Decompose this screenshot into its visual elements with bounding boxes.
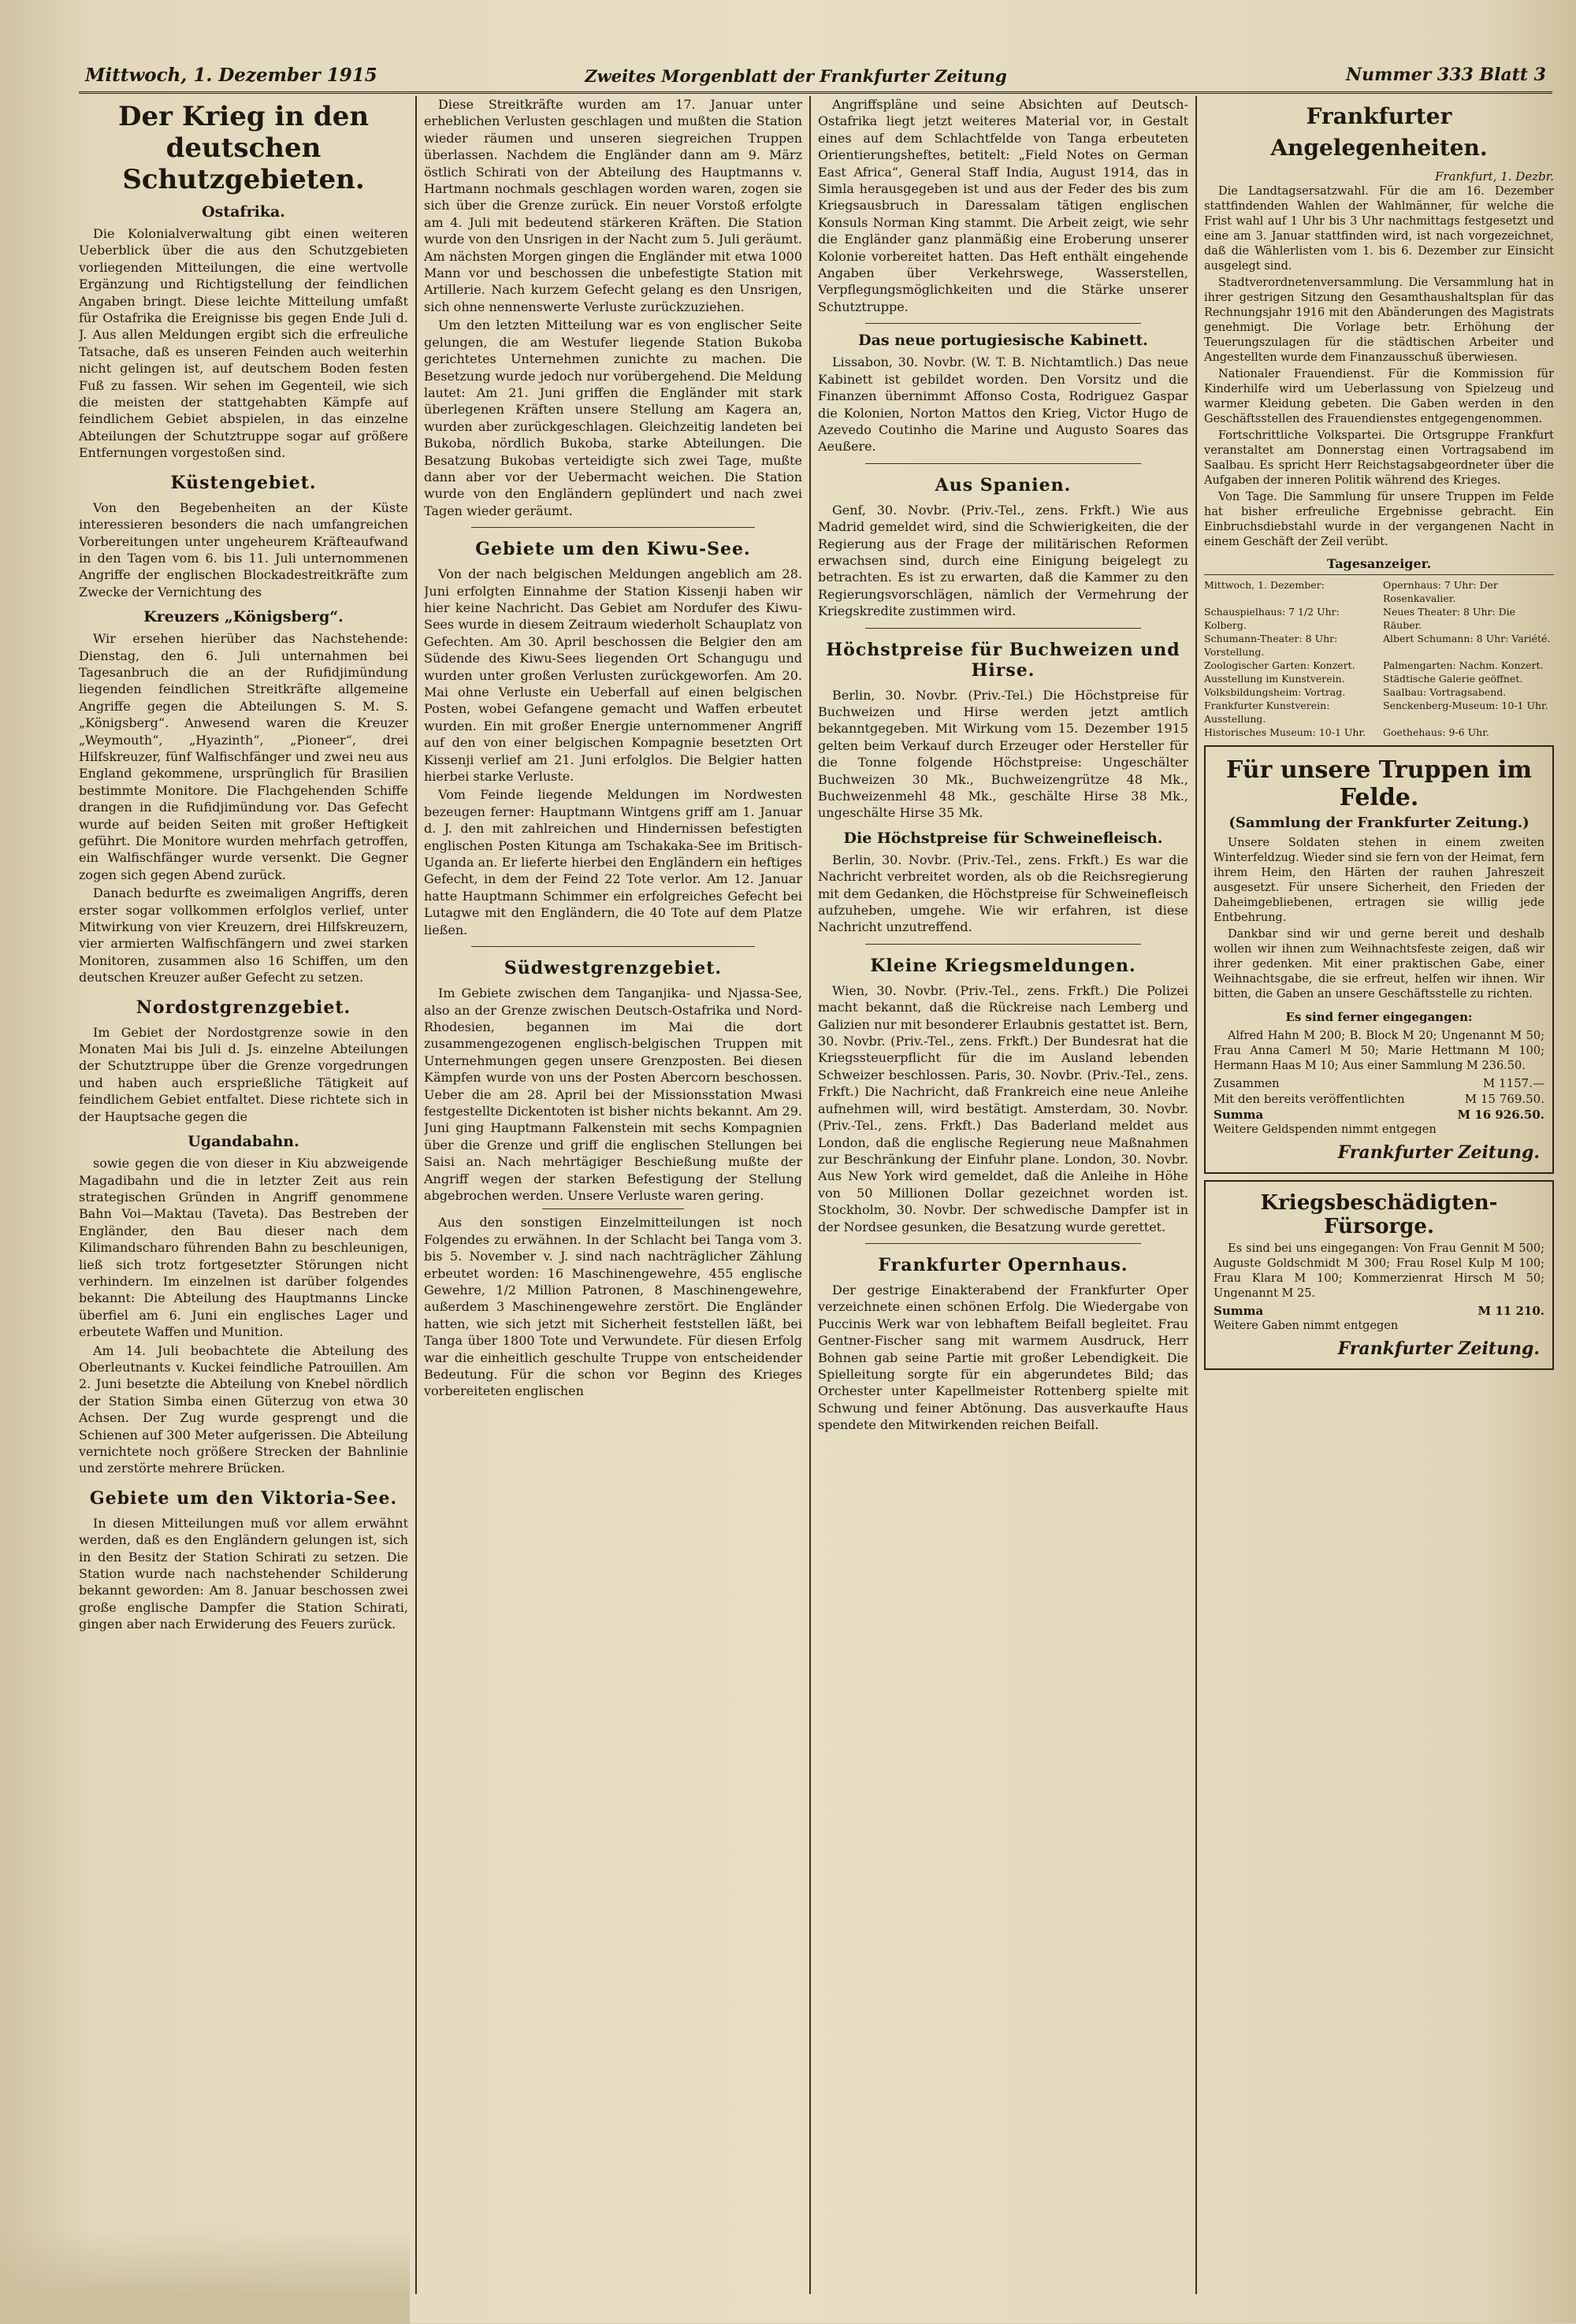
article-paragraph: Von Tage. Die Sammlung für unsere Truppen im Felde hat bisher erfreuliche Ergebnisse gebracht. Ein Einbruchsdiebstahl wurde in der vergangenen Nacht in einem Geschäft der Zeil verübt. — [1204, 491, 1554, 548]
article-paragraph: Die Kolonialverwaltung gibt einen weiteren Ueberblick über die aus den Schutzgebieten vorliegenden Mitteilungen, die eine wertvolle Ergänzung und Richtigstellung der feindlichen Angaben bringt. Diese leichte Mitteilung umfaßt für Ostafrika die Ereignisse bis gegen Ende Juli d. J. Aus allen Meldungen ergibt sich die erfreuliche Tatsache, daß es unseren Feinden auch weiterhin nicht gelingen ist, auf deutschem Boden festen Fuß zu fassen. Wir sehen im Gegenteil, wie sich die meisten der stattgehabten Kämpfe auf feindlichem Gebiet abspielen, in das einzelne Abteilungen der Schutztruppe sogar auf größere Entfernungen vorgestoßen sind. — [79, 226, 408, 461]
article-headline: Der Krieg in den deutschen Schutzgebieten. — [117, 101, 370, 195]
section-heading: Das neue portugiesische Kabinett. — [858, 332, 1148, 350]
separator — [865, 463, 1141, 464]
section-heading: Gebiete um den Kiwu-See. — [475, 539, 751, 560]
listing-item: Albert Schumann: 8 Uhr: Variété. — [1383, 633, 1551, 644]
article-paragraph: Wir ersehen hierüber das Nachstehende: Dienstag, den 6. Juli unternahmen bei Tagesanbruch die an der Rufidjimündung liegenden feindlichen Streitkräfte allgemeine Angriffe gegen die Abteilungen S. M. S. „Königsberg“. Anwesend waren die Kreuzer „Weymouth“, „Hyazinth“, „Pioneer“, drei Hilfskreuzer, fünf Walfischfänger und zwei neu aus England gekommene, ursprünglich für Brasilien bestimmte Monitore. Die Flachgehenden Schiffe drangen in die Rufidjimündung vor. Das Gefecht wurde auf beiden Seiten mit großer Heftigkeit geführt. Die Monitore wurden mehrfach getroffen, ein Walfischfänger wurde versenkt. Die Gegner zogen sich gegen Abend zurück. — [79, 631, 408, 882]
listing-item: Schumann-Theater: 8 Uhr: Vorstellung. — [1204, 633, 1338, 658]
article-paragraph: sowie gegen die von dieser in Kiu abzweigende Magadibahn und die in letzter Zeit aus rein strategischen Gründen in Angriff genommene Bahn Voi—Maktau (Taveta). Das Bestreben der Engländer, den Bau dieser nach dem Kilimandscharo führenden Bahn zu beschleunigen, ließ sich trotz fortgesetzter Störungen nicht verhindern. Im einzelnen ist darüber folgendes bekannt: Die Abteilung des Hauptmanns Lincke überfiel am 6. Juni ein englisches Lager und erbeutete Waffen und Munition. — [79, 1156, 408, 1340]
article-paragraph: Von den Begebenheiten an der Küste interessieren besonders die nach umfangreichen Vorbereitungen unter ungeheurem Kräfteaufwand in den Tagen vom 6. bis 11. Juli unternommenen Angriffe der englischen Blockadestreitkräfte zum Zwecke der Vernichtung des — [79, 499, 408, 600]
appeal-title: Kriegsbeschädigten-Fürsorge. — [1260, 1191, 1498, 1238]
section-heading: Frankfurter Opernhaus. — [878, 1254, 1128, 1275]
column-4 — [1204, 96, 1554, 2298]
listing-item: Palmengarten: Nachm. Konzert. — [1383, 659, 1544, 671]
column-rule — [415, 96, 417, 2294]
listing-item: Städtische Galerie geöffnet. — [1383, 673, 1523, 685]
column-rule — [809, 96, 811, 2294]
separator — [471, 527, 755, 528]
listing-item: Ausstellung im Kunstverein. — [1204, 673, 1345, 685]
section-heading: Kreuzers „Königsberg“. — [143, 608, 344, 626]
separator — [542, 1208, 684, 1209]
article-paragraph: Stadtverordnetenversammlung. Die Versammlung hat in ihrer gestrigen Sitzung den Gesamthaushaltsplan für das Rechnungsjahr 1916 mit den Abänderungen des Magistrats genehmigt. Die Vorlage betr. Erhöhung der Teuerungszulagen für die städtischen Arbeiter und Angestellten wurde dem Finanzausschuß überwiesen. — [1204, 277, 1554, 364]
separator — [865, 944, 1141, 945]
donation-list: Alfred Hahn M 200; B. Block M 20; Ungenannt M 50; Frau Anna Camerl M 50; Marie Hettmann M 100; Hermann Haas M 10; Aus einer Sammlung M 236.50. — [1214, 1030, 1544, 1072]
column-rule — [1195, 96, 1197, 2294]
column-1 — [79, 96, 408, 2298]
appeal-subtitle: (Sammlung der Frankfurter Zeitung.) — [1228, 815, 1530, 831]
article-paragraph: Danach bedurfte es zweimaligen Angriffs, deren erster sogar vollkommen erfolglos verlief, unter Mitwirkung von vier Kreuzern, drei Hilfskreuzern, vier armierten Walfischfängern und zwei starken Monitoren, zusammen also 16 Schiffen, um den deutschen Kreuzer außer Gefecht zu setzen. — [79, 885, 408, 986]
listing-item: Zoologischer Garten: Konzert. — [1204, 659, 1355, 671]
section-heading: Südwestgrenzgebiet. — [504, 958, 723, 979]
issue-number: Nummer 333 Blatt 3 — [1346, 65, 1546, 85]
signature: Frankfurter Zeitung. — [1337, 1142, 1540, 1163]
listing-item: Opernhaus: 7 Uhr: Der Rosenkavalier. — [1383, 579, 1498, 604]
listing-item: Senckenberg-Museum: 10-1 Uhr. — [1383, 700, 1548, 711]
article-paragraph: Um den letzten Mitteilung war es von englischer Seite gelungen, die am Westufer liegende Station Bukoba gerichtetes Unternehmen zunichte zu machen. Die Besetzung wurde jedoch nur vorübergehend. Die Meldung lautet: Am 21. Juni griffen die Engländer mit stark überlegenen Kräften unsere Stellung am Kagera an, wurden aber zurückgeschlagen. Gleichzeitig landeten bei Bukoba, nördlich Bukoba, starke Abteilungen. Die Besatzung Bukobas verteidigte sich zwei Tage, mußte dann aber vor der Uebermacht weichen. Die Station wurde von den Engländern geplündert und nach zwei Tagen wieder geräumt. — [424, 317, 802, 518]
closing-note: Weitere Geldspenden nimmt entgegen — [1214, 1123, 1437, 1136]
article-paragraph: Unsere Soldaten stehen in einem zweiten Winterfeldzug. Wieder sind sie fern von der Heimat, fern ihrem Heim, den Härten der rauhen Jahreszeit ausgesetzt. Für unsere Sicherheit, den Frieden der Daheimgebliebenen, ertragen sie willig jede Entbehrung. — [1214, 837, 1544, 924]
masthead — [79, 61, 1552, 94]
issue-date: Mittwoch, 1. Dezember 1915 — [85, 65, 377, 86]
listings-grid — [1204, 574, 1554, 739]
donation-appeal-box — [1204, 745, 1554, 1174]
sum-row: Summa M 11 210. — [1214, 1304, 1544, 1318]
article-paragraph: Genf, 30. Novbr. (Priv.-Tel., zens. Frkft.) Wie aus Madrid gemeldet wird, sind die Schwierigkeiten, die der Regierung aus der Frage der militärischen Reformen erwachsen sind, durch eine Einigung beigelegt zu betrachten. Es ist zu erwarten, daß die Kammer zu den Regierungsvorschlägen, nämlich der Vermehrung der Kriegskredite zustimmen wird. — [818, 502, 1188, 619]
article-paragraph: Diese Streitkräfte wurden am 17. Januar unter erheblichen Verlusten geschlagen und mußten die Station wieder räumen und unseren siegreichen Truppen überlassen. Nachdem die Engländer dann am 9. März östlich Schirati von der Abteilung des Hauptmanns v. Hartmann nochmals geschlagen worden waren, zogen sie sich über die Grenze zurück. Ein neuer Vorstoß erfolgte am 4. Juli mit bedeutend stärkeren Kräften. Die Station wurde von den Unsrigen in der Nacht zum 5. Juli geräumt. Am nächsten Morgen gingen die Engländer mit etwa 1000 Mann vor und beschossen die unbefestigte Station mit Artillerie. Nach kurzem Gefecht gelang es den Unsrigen, sich ohne nennenswerte Verluste zurückzuziehen. — [424, 97, 802, 314]
article-paragraph: Nationaler Frauendienst. Für die Kommission für Kinderhilfe wird um Ueberlassung von Spielzeug und warmer Kleidung gebeten. Die Gaben werden in den Geschäftsstellen des Frauendienstes entgegengenommen. — [1204, 368, 1554, 425]
appeal-title: Für unsere Truppen im Felde. — [1226, 756, 1532, 811]
separator — [865, 628, 1141, 629]
listing-item: Historisches Museum: 10-1 Uhr. — [1204, 726, 1366, 738]
section-heading: Aus Spanien. — [935, 474, 1072, 496]
article-paragraph: Die Landtagsersatzwahl. Für die am 16. Dezember stattfindenden Wahlen der Wahlmänner, für welche die Frist wahl auf 1 Uhr bis 3 Uhr nachmittags festgesetzt und eine am 3. Januar stattfinden wird, ist nach vorgezeichnet, daß die Wählerlisten vom 1. bis 6. Dezember zur Einsicht ausgelegt sind. — [1204, 185, 1554, 273]
article-paragraph: Wien, 30. Novbr. (Priv.-Tel., zens. Frkft.) Die Polizei macht bekannt, daß die Rückreise nach Lemberg und Galizien nur mit besonderer Erlaubnis gestattet ist. Bern, 30. Novbr. (Priv.-Tel., zens. Frkft.) Der Bundesrat hat die Kriegssteuerpflicht für die im Ausland lebenden Schweizer beschlossen. Paris, 30. Novbr. (Priv.-Tel., zens. Frkft.) Die Nachricht, daß Frankreich eine neue Anleihe aufnehmen will, wird bestätigt. Amsterdam, 30. Novbr. (Priv.-Tel., zens. Frkft.) Das Baderland meldet aus London, daß die englische Regierung neue Maßnahmen zur Beschränkung der Einfuhr plane. London, 30. Novbr. Aus New York wird gemeldet, daß die Anleihe in Höhe von 50 Millionen Dollar gezeichnet worden ist. Stockholm, 30. Novbr. Der schwedische Dampfer ist in der Nordsee gesunken, die Besatzung wurde gerettet. — [818, 982, 1188, 1234]
section-heading: Gebiete um den Viktoria-See. — [89, 1487, 398, 1509]
section-heading: Ostafrika. — [202, 203, 285, 221]
article-paragraph: Im Gebiete zwischen dem Tanganjika- und Njassa-See, also an der Grenze zwischen Deutsch-Ostafrika und Nord-Rhodesien, begannen im Mai die dort zusammengezogenen englisch-belgischen Truppen mit Unternehmungen gegen unsere Grenzposten. Bei diesen Kämpfen wurde von uns der Posten Abercorn beschossen. Ueber die am 28. April bei der Missionsstation Mwasi festgestellte Dickentoten ist bisher nichts bekannt. Am 29. Juni ging Hauptmann Falkenstein mit sechs Kompagnien über die Grenze und griff die englischen Stellungen bei Saisi an. Nach mehrtägiger Beschießung mußte der Angriff wegen der starken Befestigung der Stellung abgebrochen werden. Unsere Verluste waren gering. — [424, 986, 802, 1203]
column-3 — [818, 96, 1188, 2298]
separator — [865, 1243, 1141, 1244]
torn-page-edge — [0, 2229, 410, 2324]
article-paragraph: Von der nach belgischen Meldungen angeblich am 28. Juni erfolgten Einnahme der Station Kissenji haben wir hier keine Nachricht. Das Gebiet am Nordufer des Kiwu-Sees wurde in diesem Zeitraum wiederholt Schauplatz von Gefechten. Am 30. April beschossen die Belgier den am Südende des Kiwu-Sees liegenden Ort Schangugu und wurden unter großen Verlusten zurückgeworfen. Am 20. Mai ohne Verluste ein Ueberfall auf einen belgischen Posten, wobei Gefangene gemacht und Waffen erbeutet wurden. Ein mit großer Energie unternommener Angriff auf den von einer belgischen Kompagnie besetzten Ort Kissenji verlief am 21. Juni erfolglos. Die Belgier hatten hierbei starke Verluste. — [424, 566, 802, 785]
section-heading: Ugandabahn. — [188, 1133, 299, 1151]
section-heading: Kleine Kriegsmeldungen. — [870, 955, 1136, 976]
sum-row: Mit den bereits veröffentlichten M 15 769.50. — [1214, 1092, 1544, 1106]
separator — [471, 946, 755, 947]
section-heading: Nordostgrenzgebiet. — [136, 997, 351, 1018]
article-paragraph: Aus den sonstigen Einzelmitteilungen ist noch Folgendes zu erwähnen. In der Schlacht bei Tanga vom 3. bis 5. November v. J. sind nach nachträglicher Zählung erbeutet worden: 16 Maschinengewehre, 455 englische Gewehre, 1/2 Million Patronen, 8 Maschinengewehre, außerdem 3 Maschinengewehre zerstört. Die Engländer hatten, wie sich jetzt mit Sicherheit feststellen läßt, bei Tanga über 1800 Tote und Verwundete. Für diesen Erfolg war die einheitlich geschulte Truppe von entscheidender Bedeutung. Für die schon vor Beginn des Krieges vorbereiteten englischen — [424, 1215, 802, 1399]
donations-heading: Es sind ferner eingegangen: — [1285, 1010, 1473, 1024]
article-paragraph: Der gestrige Einakterabend der Frankfurter Oper verzeichnete einen schönen Erfolg. Die Wiedergabe von Puccinis Werk war von lebhaftem Beifall begleitet. Frau Gentner-Fischer sang mit warmem Ausdruck, Herr Bohnen gab seine Partie mit großer Lebendigkeit. Die Spielleitung sorgte für ein abgerundetes Bild; das Orchester unter Kapellmeister Rottenberg spielte mit Schwung und feiner Abtönung. Das ausverkaufte Haus spendete den Mitwirkenden reichen Beifall. — [818, 1282, 1188, 1433]
article-paragraph: Berlin, 30. Novbr. (Priv.-Tel., zens. Frkft.) Es war die Nachricht verbreitet worden, als ob die Reichsregierung mit dem Gedanken, die Höchstpreise für Schweinefleisch aufzuheben, umgehe. Wie wir erfahren, ist diese Nachricht unzutreffend. — [818, 852, 1188, 935]
listing-item: Frankfurter Kunstverein: Ausstellung. — [1204, 700, 1330, 725]
listing-item: Goethehaus: 9-6 Uhr. — [1383, 726, 1489, 738]
article-paragraph: Fortschrittliche Volkspartei. Die Ortsgruppe Frankfurt veranstaltet am Donnerstag einen Vortragsabend im Saalbau. Es spricht Herr Reichstagsabgeordneter über die Aufgaben der inneren Politik während des Krieges. — [1204, 429, 1554, 487]
listing-item: Volksbildungsheim: Vortrag. — [1204, 686, 1346, 698]
sum-row: Summa M 16 926.50. — [1214, 1108, 1544, 1122]
article-paragraph: Im Gebiet der Nordostgrenze sowie in den Monaten Mai bis Juli d. Js. einzelne Abteilungen der Schutztruppe über die Grenze vorgedrungen und haben auch ersprießliche Tätigkeit auf feindlichem Gebiet entfaltet. Diese richtete sich in der Hauptsache gegen die — [79, 1024, 408, 1124]
article-paragraph: Am 14. Juli beobachtete die Abteilung des Oberleutnants v. Kuckei feindliche Patrouillen. Am 2. Juni besetzte die Abteilung von Knebel nördlich der Station Simba einen Güterzug von etwa 30 Achsen. Der Zug wurde gesprengt und die Schienen auf 300 Meter aufgerissen. Die Abteilung vernichtete noch größere Strecken der Bahnlinie und zerstörte mehrere Brücken. — [79, 1342, 408, 1476]
listing-item: Neues Theater: 8 Uhr: Die Räuber. — [1383, 606, 1516, 631]
newspaper-title: Zweites Morgenblatt der Frankfurter Zeitung — [585, 66, 1007, 86]
signature: Frankfurter Zeitung. — [1337, 1338, 1540, 1359]
listing-item: Saalbau: Vortragsabend. — [1383, 686, 1507, 698]
article-paragraph: Lissabon, 30. Novbr. (W. T. B. Nichtamtlich.) Das neue Kabinett ist gebildet worden. Den Vorsitz und die Finanzen übernimmt Affonso Costa, Rodriguez Gaspar die Kolonien, Norton Mattos den Krieg, Victor Hugo de Azevedo Coutinho die Marine und Augusto Soares das Aeußere. — [818, 355, 1188, 455]
donation-list: Es sind bei uns eingegangen: Von Frau Gennit M 500; Auguste Goldschmidt M 300; Frau Rosel Kulp M 100; Frau Klara M 100; Kommerzienrat Hirsch M 50; Ungenannt M 25. — [1214, 1242, 1544, 1300]
section-title: Frankfurter Angelegenheiten. — [1270, 103, 1488, 161]
sum-row: Zusammen M 1157.— — [1214, 1076, 1544, 1090]
closing-note: Weitere Gaben nimmt entgegen — [1214, 1320, 1399, 1332]
article-paragraph: Angriffspläne und seine Absichten auf Deutsch-Ostafrika liegt jetzt weiteres Material vor, in Gestalt eines auf dem Schlachtfelde von Tanga erbeuteten Orientierungsheftes, betitelt: „Field Notes on German East Africa“, General Staff India, August 1914, das in Simla herausgegeben ist und aus der Feder des bis zum Kriegsausbruch in Daressalam tätigen englischen Konsuls Norman King stammt. Die Arbeit zeigt, wie sehr die Engländer ganz planmäßig eine Eroberung unserer Kolonie vorbereitet hatten. Das Heft enthält eingehende Angaben über Verkehrswege, Wasserstellen, Verpflegungsmöglichkeiten und die Stärke unserer Schutztruppe. — [818, 97, 1188, 314]
article-paragraph: In diesen Mitteilungen muß vor allem erwähnt werden, daß es den Engländern gelungen ist, sich in den Besitz der Station Schirati zu setzen. Die Station wurde nach nachstehender Schilderung bekannt geworden: Am 8. Januar beschossen zwei große englische Dampfer die Station Schirati, gingen aber nach Erwiderung des Feuers zurück. — [79, 1515, 408, 1632]
section-heading: Höchstpreise für Buchweizen und Hirse. — [826, 639, 1180, 681]
listing-item: Mittwoch, 1. Dezember: — [1204, 579, 1325, 591]
donation-appeal-box — [1204, 1180, 1554, 1370]
section-heading: Die Höchstpreise für Schweinefleisch. — [843, 829, 1163, 847]
listings-heading: Tagesanzeiger. — [1326, 556, 1432, 571]
column-2 — [424, 96, 802, 2298]
listing-item: Schauspielhaus: 7 1/2 Uhr: Kolberg. — [1204, 606, 1340, 631]
section-heading: Küstengebiet. — [170, 472, 317, 493]
separator — [865, 323, 1141, 324]
article-paragraph: Berlin, 30. Novbr. (Priv.-Tel.) Die Höchstpreise für Buchweizen und Hirse werden jetzt amtlich bekanntgegeben. Mit Wirkung vom 15. Dezember 1915 gelten beim Verkauf durch Erzeuger oder Hersteller für die Tonne folgende Höchstpreise: Ungeschälter Buchweizen 30 Mk., Buchweizengrütze 48 Mk., Buchweizenmehl 48 Mk., geschälte Hirse 38 Mk., ungeschälte Hirse 35 Mk. — [818, 687, 1188, 821]
dateline: Frankfurt, 1. Dezbr. — [1435, 169, 1554, 184]
article-paragraph: Dankbar sind wir und gerne bereit und deshalb wollen wir ihnen zum Weihnachtsfeste zeigen, daß wir ihrer gedenken. Mit einer praktischen Gabe, einer Weihnachtsgabe, die sie erfreut, helfen wir ihnen. Wir bitten, die Gaben an unsere Geschäftsstelle zu richten. — [1214, 928, 1544, 1001]
article-paragraph: Vom Feinde liegende Meldungen im Nordwesten bezeugen ferner: Hauptmann Wintgens griff am 1. Januar d. J. den mit zahlreichen und Hindernissen befestigten englischen Posten Kitunga am Tschakaka-See im Britisch-Uganda an. Er lieferte hierbei den Engländern ein heftiges Gefecht, in dem der Feind 22 Tote verlor. Am 12. Januar hatte Hauptmann Schimmer ein erfolgreiches Gefecht bei Lutagwe mit den Engländern, die 40 Tote auf dem Platze ließen. — [424, 787, 802, 937]
